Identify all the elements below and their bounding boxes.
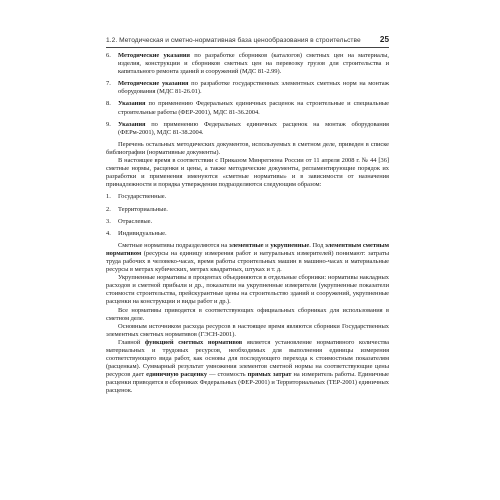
list-item-body: по разработке государственных элементных сметных норм на монтаж оборудования (МДС 81-26.01). (118, 80, 390, 96)
bold-term: единичную расценку (146, 371, 208, 379)
text-run: Сметные нормативы подразделяются на (118, 241, 229, 249)
list-item-bold: Методические указания (118, 52, 191, 59)
bold-term: укрупненные (270, 241, 310, 249)
list-item-text (118, 121, 389, 137)
level-text: Отраслевые. (118, 217, 153, 225)
level-text: Индивидуальные. (118, 229, 167, 237)
list-item-number: 6. (106, 52, 111, 59)
level-number: 4. (106, 229, 111, 237)
list-item-body: по разработке сборников (каталогов) сметных цен на материалы, изделия, конструкции и сборников сметных цен на перевозку грузов для строительства и капитального ремонта зданий и сооружений (МДС 81-2.99). (118, 52, 389, 76)
paragraph-gesn-source: Основным источником расхода ресурсов в настоящее время являются сборники Государственных элементных сметных нормативов (ГЭСН-2001). (106, 322, 389, 338)
list-item-bold: Методические указания (118, 80, 189, 88)
list-item-bold: Указания (118, 120, 146, 128)
level-item (106, 193, 389, 201)
text-run: Главной (118, 338, 145, 346)
list-item (106, 52, 389, 76)
text-run: на измеритель работы. Единичные расценки приводятся в сборниках Федеральных (ФЕР-2001) и Территориальных (ТЕР-2001) единичных расценок. (106, 371, 390, 395)
level-text: Государственные. (118, 193, 167, 201)
level-text: Территориальные. (118, 205, 168, 213)
text-run: (ресурсы на единицу измерения работ и натуральных измерителей) понимают: затраты труда рабочих в человеко-часах, время работы строительных машин в машино-часах и материальные ресурсы в метрах кубических, метрах квадратных, штуках и т. д. (106, 249, 389, 274)
paragraph-methodology-list: Перечень остальных методических документов, используемых в сметном деле, приведен в списке библиографии (нормативные документы). (106, 140, 389, 156)
level-number: 1. (106, 193, 111, 201)
paragraph-aggregated-norms: Укрупненные нормативы в процентах объединяются в отдельные сборники: нормативы накладных расходов и сметной прибыли и др., показатели на укрупненные измерители (укрупненные показатели стоимости строительства, прейскурантные цены на строительство зданий и сооружений, укрупненные расценки на конструкции и виды работ и др.). (106, 274, 389, 306)
list-item-number: 9. (106, 120, 111, 128)
bold-term: элементным сметным нормативом (106, 241, 390, 257)
list-item (106, 80, 389, 96)
list-item-bold: Указания (118, 100, 146, 108)
level-item (106, 218, 389, 226)
bold-term: прямых затрат (247, 371, 292, 379)
paragraph-official-collections: Все нормативы приводятся в соответствующих официальных сборниках для использования в сметном деле. (106, 306, 389, 322)
list-item (106, 100, 389, 116)
page-body (106, 52, 389, 396)
bold-term: элементные (228, 241, 264, 249)
list-item-text (118, 52, 389, 76)
header-rule (106, 47, 389, 48)
level-item (106, 206, 389, 214)
text-run: и (263, 241, 271, 249)
paragraph-element-norms (106, 242, 389, 274)
list-item-text (118, 100, 389, 116)
text-run: . Под (309, 241, 326, 249)
bold-term: функцией сметных нормативов (144, 338, 243, 346)
level-item (106, 230, 389, 238)
level-number: 2. (106, 205, 111, 213)
list-item-body: по применению Федеральных единичных расценок на строительные и специальные строительные работы (ФЕР-2001), МДС 81-36.2004. (118, 100, 389, 116)
list-item-body: по применению Федеральных единичных расценок на монтаж оборудования (ФЕРм-2001), МДС 81-38.2004. (118, 120, 389, 136)
text-run: — стоимость (207, 371, 248, 379)
level-number: 3. (106, 217, 111, 225)
list-item-number: 8. (106, 100, 111, 108)
list-item (106, 121, 389, 137)
paragraph-normative-classification: В настоящее время в соответствии с Приказом Минрегиона России от 11 апреля 2008 г. № 44 [36] сметные нормы, расценки и цены, а также методические документы, регламентирующие порядок их разработки и применения именуются «сметные нормативы» и в зависимости от назначения принадлежности и порядка утверждения подразделяются следующим образом: (106, 157, 389, 189)
running-header-title: 1.2. Методическая и сметно-нормативная база ценообразования в строительстве (106, 37, 361, 44)
list-item-text (118, 80, 389, 96)
paragraph-norm-function (106, 339, 389, 396)
page-number: 25 (379, 35, 389, 44)
text-run: является установление нормативного количества материальных и трудовых ресурсов, необходимых для выполнения единицы измерения соответствующего вида работ, как основы для последующего перехода к стоимостным показателям (расценкам). Суммарный результат умножения элементов сметной нормы на соответствующие цены ресурсов дает (106, 338, 389, 379)
list-item-number: 7. (106, 80, 111, 88)
